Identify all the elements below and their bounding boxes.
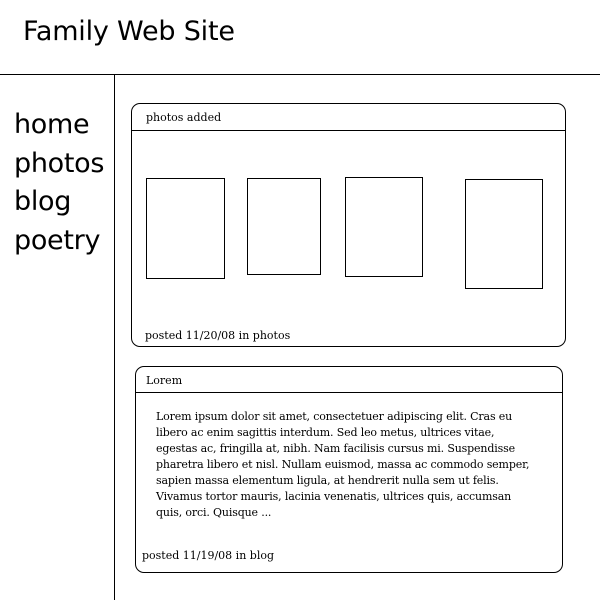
photo-thumbnail[interactable] [146, 178, 225, 279]
post-header [136, 367, 562, 393]
post-footer: posted 11/20/08 in photos [145, 329, 291, 342]
nav-item-home[interactable]: home [14, 109, 90, 140]
nav-item-poetry[interactable]: poetry [14, 224, 101, 256]
post-photos-added [131, 103, 566, 347]
nav-item-photos[interactable]: photos [14, 147, 105, 179]
post-body: Lorem ipsum dolor sit amet, consectetuer adipiscing elit. Cras eu libero ac enim sagittis interdum. Sed leo metus, ultrices vitae, egestas ac, fringilla at, nibh. Nam facilisis cursus mi. Suspendisse pharetra libero et nisl. Nullam euismod, massa ac commodo semper, sapien massa elementum ligula, at hendrerit nulla sem ut felis. Vivamus tortor mauris, lacinia venenatis, ultrices quis, accumsan quis, orci. Quisque ... [156, 410, 530, 519]
sidebar-divider [114, 74, 115, 600]
site-title: Family Web Site [23, 16, 235, 47]
sidebar-nav [14, 106, 104, 260]
header-divider [0, 74, 600, 75]
post-lorem [135, 366, 563, 573]
post-title[interactable]: photos added [146, 111, 222, 124]
nav-item-blog[interactable]: blog [14, 186, 72, 217]
photo-thumbnail[interactable] [345, 177, 423, 277]
post-title[interactable]: Lorem [146, 374, 183, 387]
photo-thumbnail[interactable] [247, 178, 321, 275]
photo-thumbnail[interactable] [465, 179, 543, 289]
post-footer: posted 11/19/08 in blog [142, 549, 274, 562]
post-header [132, 104, 565, 131]
